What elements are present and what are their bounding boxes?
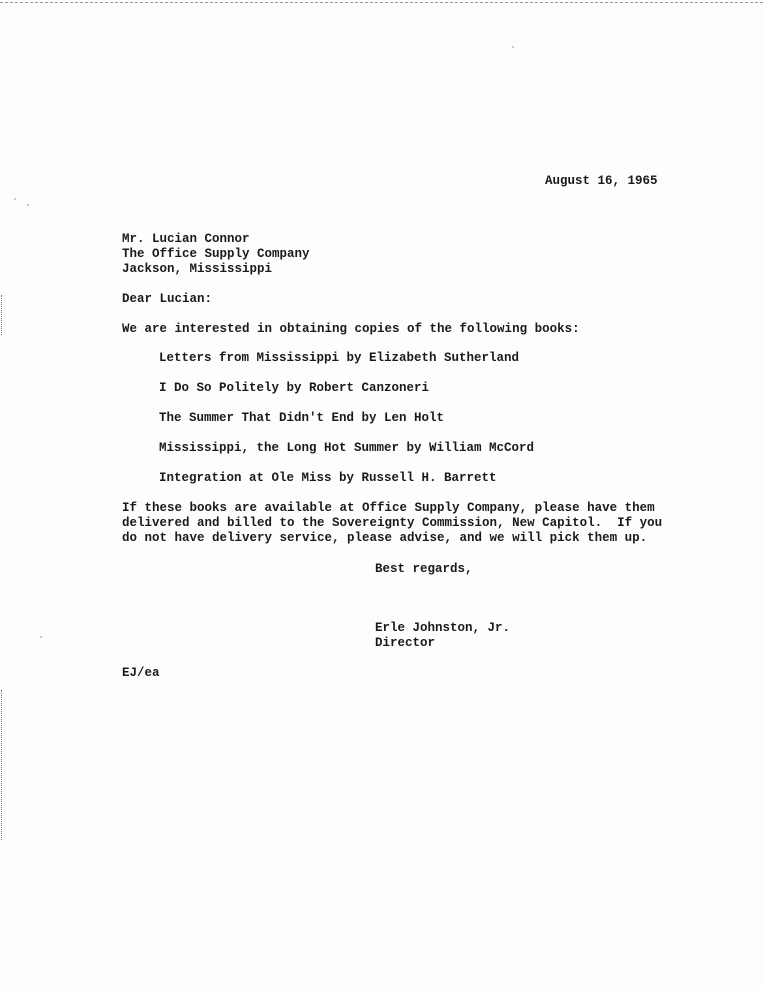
book-item: Integration at Ole Miss by Russell H. Barrett — [159, 471, 497, 485]
salutation: Dear Lucian: — [122, 292, 213, 306]
recipient-company: The Office Supply Company — [122, 247, 310, 261]
body-paragraph-line: do not have delivery service, please advise, and we will pick them up. — [122, 531, 648, 545]
typist-initials: EJ/ea — [122, 666, 160, 680]
recipient-city: Jackson, Mississippi — [122, 262, 273, 276]
book-item: I Do So Politely by Robert Canzoneri — [159, 381, 430, 395]
page-left-edge-mark — [1, 295, 2, 335]
book-item: Mississippi, the Long Hot Summer by William McCord — [159, 441, 535, 455]
intro-paragraph: We are interested in obtaining copies of the following books: — [122, 322, 580, 336]
signature-title: Director — [375, 636, 436, 650]
signature-name: Erle Johnston, Jr. — [375, 621, 511, 635]
letter-date: August 16, 1965 — [545, 174, 658, 188]
body-paragraph-line: delivered and billed to the Sovereignty Commission, New Capitol. If you — [122, 516, 663, 530]
body-paragraph-line: If these books are available at Office Supply Company, please have them — [122, 501, 655, 515]
page-top-edge — [0, 2, 763, 3]
scan-speck — [14, 198, 16, 200]
scan-speck — [40, 636, 42, 638]
book-item: The Summer That Didn't End by Len Holt — [159, 411, 445, 425]
closing: Best regards, — [375, 562, 473, 576]
recipient-name: Mr. Lucian Connor — [122, 232, 250, 246]
page-left-edge-mark — [1, 690, 2, 840]
book-item: Letters from Mississippi by Elizabeth Sutherland — [159, 351, 520, 365]
scan-speck — [512, 46, 514, 48]
scan-speck — [27, 204, 29, 206]
